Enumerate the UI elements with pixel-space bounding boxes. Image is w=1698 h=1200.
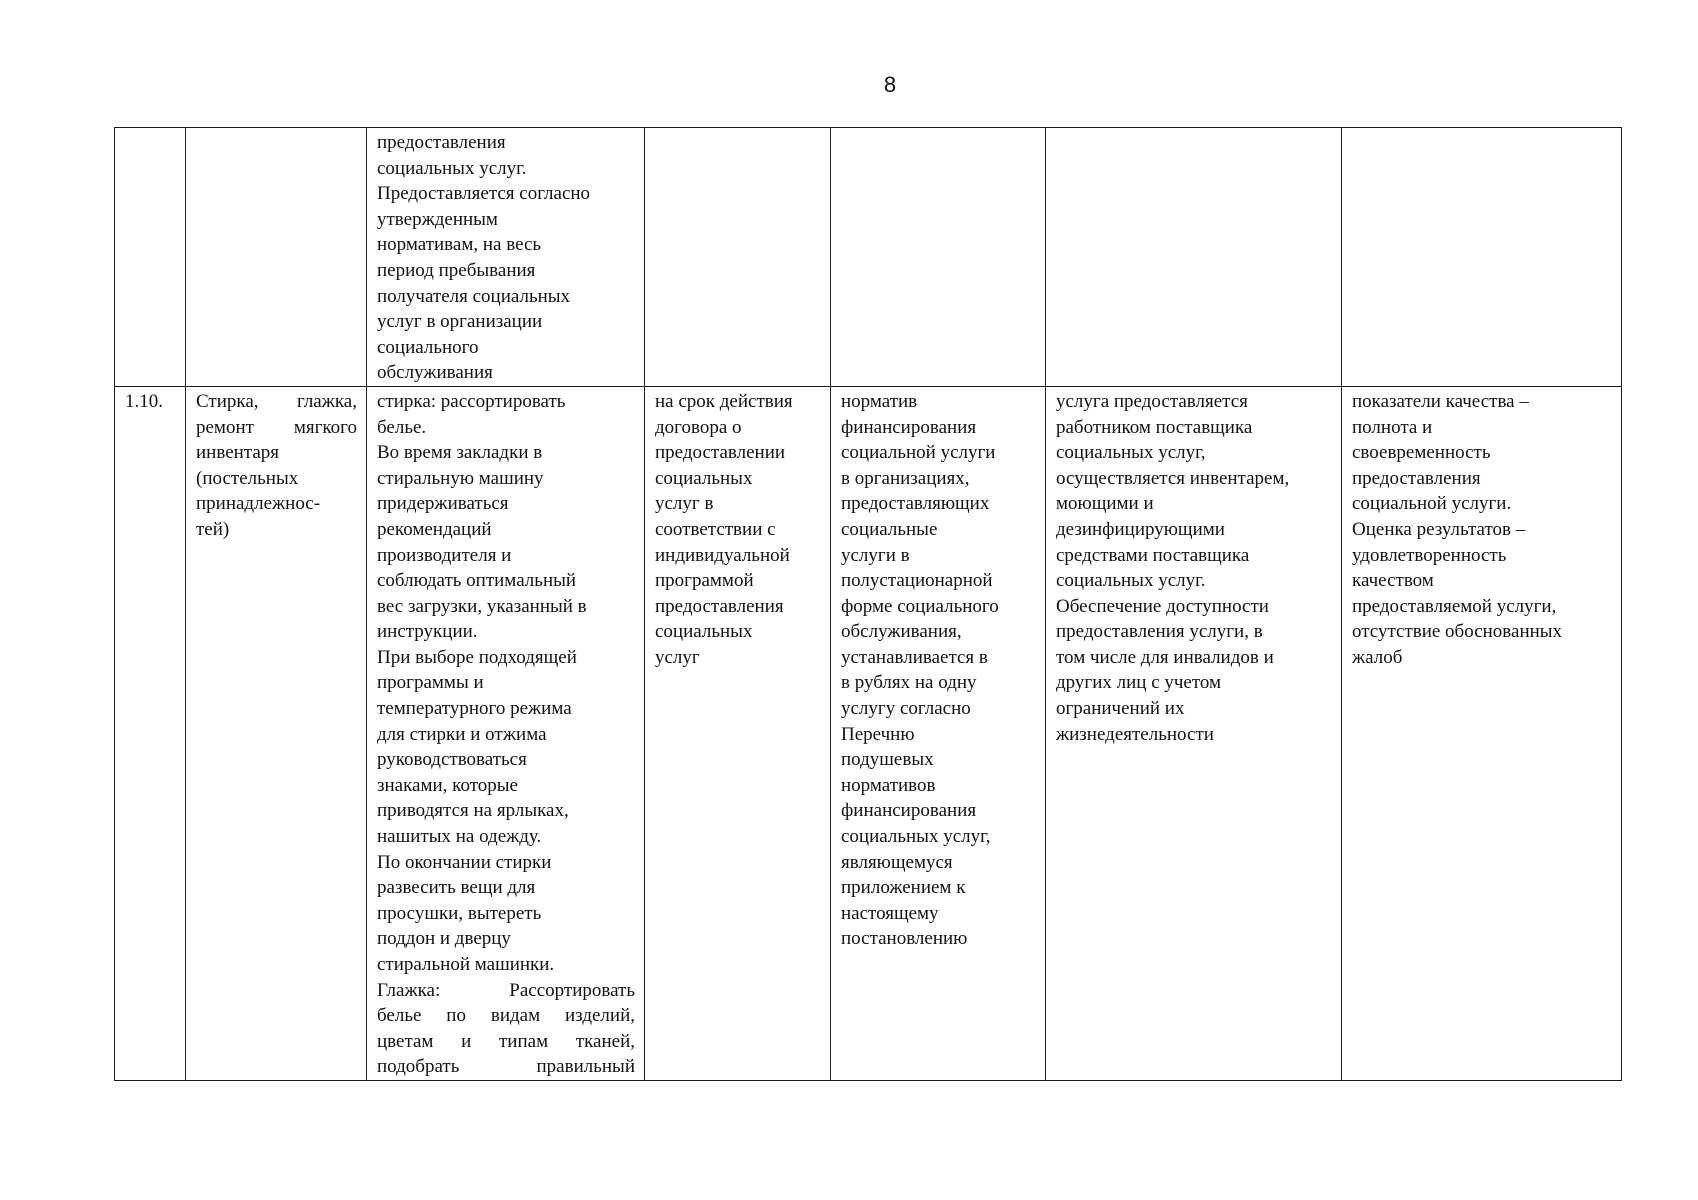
cell-service-name bbox=[186, 386, 367, 1080]
quality-text bbox=[1352, 389, 1612, 671]
text-line: знаками, которые bbox=[377, 774, 518, 796]
text-line: нашитых на одежду. bbox=[377, 826, 542, 848]
text-line: предоставляемой услуги, bbox=[1352, 595, 1557, 617]
text-line: финансирования bbox=[841, 416, 977, 438]
text-line: Во время закладки в bbox=[377, 442, 543, 464]
cell-quality bbox=[1342, 386, 1622, 1080]
text-line: договора о bbox=[655, 416, 742, 438]
text-line: принадлежнос- bbox=[196, 493, 321, 515]
text-line: других лиц с учетом bbox=[1056, 672, 1222, 694]
text-line: просушки, вытереть bbox=[377, 902, 542, 924]
text-line: социальные bbox=[841, 518, 938, 540]
cell-conditions bbox=[1046, 386, 1342, 1080]
text-line: температурного режима bbox=[377, 698, 572, 720]
text-line: являющемуся bbox=[841, 851, 953, 873]
text-line: дезинфицирующими bbox=[1056, 518, 1225, 540]
text-line: предоставления услуги, в bbox=[1056, 621, 1263, 643]
text-line: жизнедеятельности bbox=[1056, 723, 1214, 745]
text-line: в организациях, bbox=[841, 467, 970, 489]
text-line: услуг в организации bbox=[377, 311, 543, 333]
text-line: белье по видам изделий, bbox=[377, 1005, 635, 1027]
text-line: норматив bbox=[841, 390, 918, 412]
text-line: (постельных bbox=[196, 467, 299, 489]
text-line: Оценка результатов – bbox=[1352, 518, 1526, 540]
text-line: подушевых bbox=[841, 749, 934, 771]
text-line: производителя и bbox=[377, 544, 512, 566]
text-line: в рублях на одну bbox=[841, 672, 977, 694]
text-line: социальных услуг, bbox=[841, 826, 991, 848]
text-line: приводятся на ярлыках, bbox=[377, 800, 569, 822]
text-line: предоставления bbox=[1352, 467, 1481, 489]
text-line: стирка: рассортировать bbox=[377, 390, 566, 412]
description-text bbox=[377, 130, 635, 386]
cell-term bbox=[645, 128, 831, 387]
cell-quality bbox=[1342, 128, 1622, 387]
text-line: осуществляется инвентарем, bbox=[1056, 467, 1290, 489]
cell-conditions bbox=[1046, 128, 1342, 387]
norm-text bbox=[841, 389, 1036, 952]
text-line: Перечню bbox=[841, 723, 915, 745]
text-line: соответствии с bbox=[655, 518, 776, 540]
text-line: поддон и дверцу bbox=[377, 928, 511, 950]
text-line: Предоставляется согласно bbox=[377, 183, 591, 205]
services-table bbox=[114, 127, 1622, 1081]
text-line: показатели качества – bbox=[1352, 390, 1529, 412]
text-line: руководствоваться bbox=[377, 749, 527, 771]
text-line: своевременность bbox=[1352, 442, 1491, 464]
cell-term bbox=[645, 386, 831, 1080]
text-line: цветам и типам тканей, bbox=[377, 1030, 635, 1052]
text-line: социальных bbox=[655, 467, 753, 489]
text-line: подобрать правильный bbox=[377, 1056, 635, 1078]
text-line: жалоб bbox=[1352, 646, 1403, 668]
text-line: обслуживания bbox=[377, 362, 493, 384]
term-text bbox=[655, 389, 821, 671]
text-line: услуг bbox=[655, 646, 700, 668]
text-line: удовлетворенность bbox=[1352, 544, 1507, 566]
text-line: услуги в bbox=[841, 544, 910, 566]
text-line: социальных bbox=[655, 621, 753, 643]
text-line: соблюдать оптимальный bbox=[377, 570, 577, 592]
text-line: том числе для инвалидов и bbox=[1056, 646, 1274, 668]
service-name-text bbox=[196, 389, 357, 543]
text-line: на срок действия bbox=[655, 390, 793, 412]
text-line: программой bbox=[655, 570, 754, 592]
text-line: работником поставщика bbox=[1056, 416, 1253, 438]
text-line: нормативов bbox=[841, 774, 936, 796]
cell-norm bbox=[831, 128, 1046, 387]
text-line: рекомендаций bbox=[377, 518, 492, 540]
text-line: полустационарной bbox=[841, 570, 993, 592]
text-line: Обеспечение доступности bbox=[1056, 595, 1269, 617]
description-text bbox=[377, 389, 635, 1080]
text-line: для стирки и отжима bbox=[377, 723, 547, 745]
text-line: ограничений их bbox=[1056, 698, 1185, 720]
text-line: устанавливается в bbox=[841, 646, 988, 668]
text-line: услуг в bbox=[655, 493, 714, 515]
text-line: предоставления bbox=[377, 132, 506, 153]
text-line: придерживаться bbox=[377, 493, 509, 515]
text-line: нормативам, на весь bbox=[377, 234, 542, 256]
text-line: социальных услуг. bbox=[377, 157, 527, 179]
text-line: приложением к bbox=[841, 877, 966, 899]
text-line: обслуживания, bbox=[841, 621, 962, 643]
text-line: услуга предоставляется bbox=[1056, 390, 1248, 412]
text-line: По окончании стирки bbox=[377, 851, 552, 873]
page-number: 8 bbox=[883, 72, 897, 97]
text-line: развесить вещи для bbox=[377, 877, 536, 899]
row-number: 1.10. bbox=[125, 390, 163, 412]
cell-number bbox=[115, 128, 186, 387]
text-line: постановлению bbox=[841, 928, 968, 950]
cell-description bbox=[367, 128, 645, 387]
cell-norm bbox=[831, 386, 1046, 1080]
text-line: качеством bbox=[1352, 570, 1434, 592]
cell-service-name bbox=[186, 128, 367, 387]
text-line: тей) bbox=[196, 518, 230, 540]
text-line: социальной услуги. bbox=[1352, 493, 1512, 515]
text-line: финансирования bbox=[841, 800, 977, 822]
cell-description bbox=[367, 386, 645, 1080]
text-line: утвержденным bbox=[377, 208, 498, 230]
table-row-1-10 bbox=[115, 386, 1622, 1080]
conditions-text bbox=[1056, 389, 1332, 747]
text-line: настоящему bbox=[841, 902, 939, 924]
text-line: предоставления bbox=[655, 595, 784, 617]
text-line: отсутствие обоснованных bbox=[1352, 621, 1563, 643]
text-line: период пребывания bbox=[377, 259, 536, 281]
text-line: получателя социальных bbox=[377, 285, 571, 307]
text-line: предоставляющих bbox=[841, 493, 990, 515]
text-line: услугу согласно bbox=[841, 698, 971, 720]
text-line: социальной услуги bbox=[841, 442, 996, 464]
text-line: инструкции. bbox=[377, 621, 478, 643]
text-line: Стирка, глажка, bbox=[196, 390, 357, 412]
text-line: средствами поставщика bbox=[1056, 544, 1250, 566]
text-line: стиральную машину bbox=[377, 467, 544, 489]
text-line: социальных услуг, bbox=[1056, 442, 1206, 464]
text-line: инвентаря bbox=[196, 442, 280, 464]
text-line: предоставлении bbox=[655, 442, 786, 464]
text-line: форме социального bbox=[841, 595, 999, 617]
cell-number bbox=[115, 386, 186, 1080]
text-line: ремонт мягкого bbox=[196, 416, 357, 438]
text-line: вес загрузки, указанный в bbox=[377, 595, 587, 617]
text-line: белье. bbox=[377, 416, 427, 438]
text-line: индивидуальной bbox=[655, 544, 790, 566]
table-row-continuation bbox=[115, 128, 1622, 387]
text-line: полнота и bbox=[1352, 416, 1433, 438]
text-line: При выборе подходящей bbox=[377, 646, 577, 668]
text-line: моющими и bbox=[1056, 493, 1154, 515]
text-line: социального bbox=[377, 336, 479, 358]
text-line: социальных услуг. bbox=[1056, 570, 1206, 592]
text-line: программы и bbox=[377, 672, 484, 694]
text-line: стиральной машинки. bbox=[377, 954, 555, 975]
text-line: Глажка: Рассортировать bbox=[377, 979, 635, 1001]
